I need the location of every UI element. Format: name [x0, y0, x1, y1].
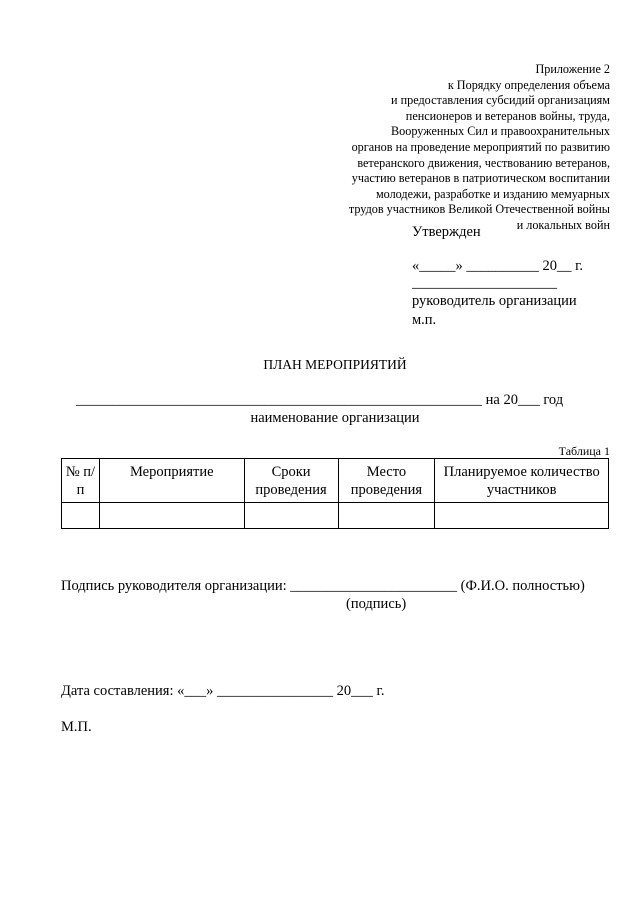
appendix-line: Вооруженных Сил и правоохранительных [391, 124, 610, 139]
header-place: Место проведения [338, 459, 435, 503]
table-cell [99, 503, 244, 529]
head-signature: Подпись руководителя организации: _______________________ (Ф.И.О. полностью) [61, 578, 585, 594]
compilation-date: Дата составления: «___» ________________ 20___ г. [61, 683, 385, 699]
appendix-line: ветеранского движения, чествованию ветеранов, [357, 155, 610, 170]
table-cell [435, 503, 609, 529]
table-cell [244, 503, 338, 529]
table-cell [338, 503, 435, 529]
approval-position: руководитель организации [412, 293, 577, 309]
approval-stamp: м.п. [412, 312, 437, 328]
appendix-line: и локальных войн [516, 217, 610, 232]
organization-caption: наименование организации [250, 410, 420, 426]
events-table [61, 458, 609, 529]
approval-signature-line: ____________________ [412, 275, 557, 291]
header-event: Мероприятие [99, 459, 244, 503]
header-dates: Сроки проведения [244, 459, 338, 503]
appendix-header [280, 62, 610, 234]
appendix-line: участию ветеранов в патриотическом воспитании [351, 171, 610, 186]
table-header-row [62, 459, 609, 503]
header-participants: Планируемое количество участников [435, 459, 609, 503]
approval-title: Утвержден [412, 224, 481, 240]
approval-date-line: «_____» __________ 20__ г. [412, 258, 584, 274]
signature-caption: (подпись) [346, 596, 407, 612]
appendix-line: и предоставления субсидий организациям [391, 93, 610, 108]
appendix-line: пенсионеров и ветеранов войны, труда, [405, 108, 610, 123]
appendix-line: органов на проведение мероприятий по развитию [351, 139, 610, 154]
appendix-line: молодежи, разработке и изданию мемуарных [375, 186, 610, 201]
appendix-line: Приложение 2 [535, 62, 610, 76]
table-row [62, 503, 609, 529]
table-number: Таблица 1 [558, 444, 610, 458]
appendix-line: к Порядку определения объема [447, 77, 610, 92]
header-number: № п/п [62, 459, 100, 503]
page-title: ПЛАН МЕРОПРИЯТИЙ [263, 357, 407, 372]
organization-line: ________________________________________________________ на 20___ год [76, 392, 564, 408]
table-cell [62, 503, 100, 529]
stamp-placeholder: М.П. [61, 719, 92, 735]
appendix-line: трудов участников Великой Отечественной войны [348, 202, 610, 217]
